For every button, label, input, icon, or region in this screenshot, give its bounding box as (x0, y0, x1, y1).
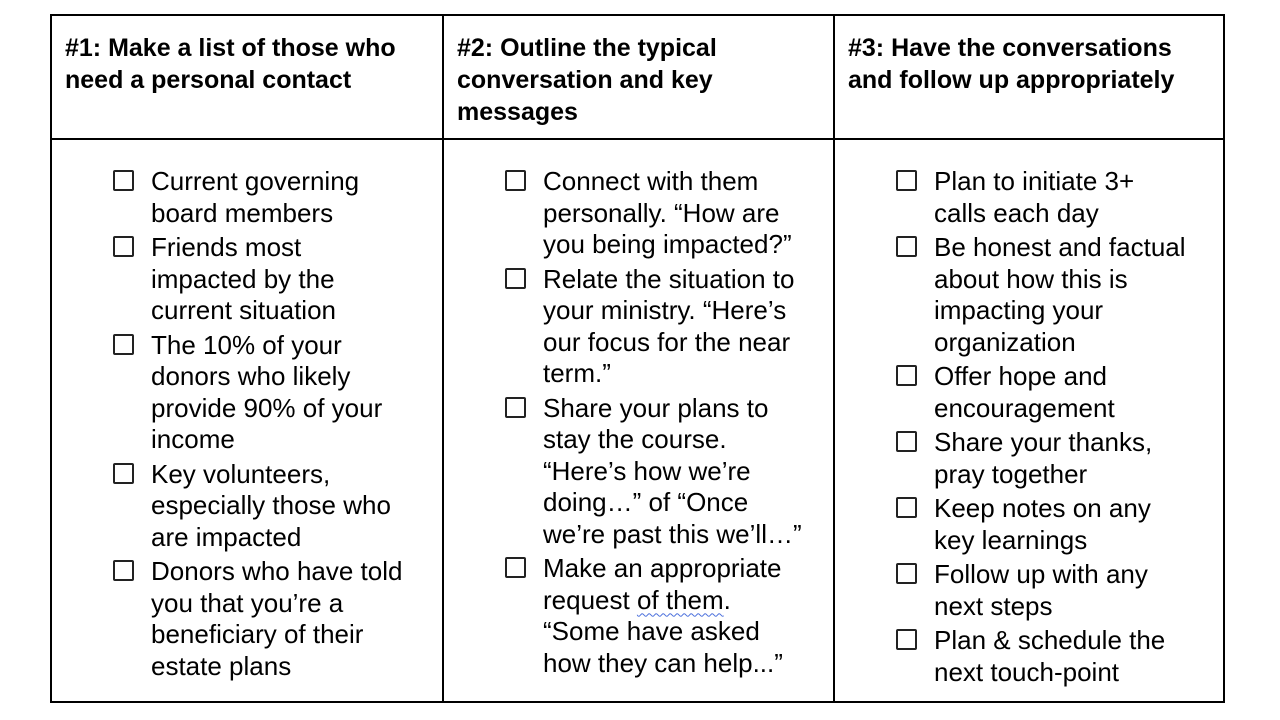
list-item (896, 232, 1223, 358)
list-item (505, 166, 833, 261)
checklist (835, 166, 1223, 688)
list-item (113, 232, 442, 327)
list-item-text: Follow up with any next steps (934, 559, 1148, 621)
checkbox-icon[interactable] (505, 170, 526, 191)
checkbox-icon[interactable] (896, 431, 917, 452)
list-item (505, 393, 833, 551)
checkbox-icon[interactable] (113, 334, 134, 355)
list-item (505, 553, 833, 679)
list-item-text: Connect with them personally. “How are you being impacted?” (543, 166, 792, 259)
list-item (896, 427, 1223, 490)
column-body-1 (52, 140, 444, 701)
list-item (505, 264, 833, 390)
checkbox-icon[interactable] (505, 557, 526, 578)
list-item (896, 493, 1223, 556)
list-item-text: Friends most impacted by the current situation (151, 232, 336, 325)
list-item-text: Relate the situation to your ministry. “Here’s our focus for the near term.” (543, 263, 795, 388)
checklist (52, 166, 442, 682)
column-body-3 (835, 140, 1223, 701)
checkbox-icon[interactable] (896, 563, 917, 584)
list-item-text: The 10% of your donors who likely provide 90% of your income (151, 329, 383, 454)
checkbox-icon[interactable] (896, 629, 917, 650)
checkbox-icon[interactable] (896, 236, 917, 257)
checkbox-icon[interactable] (113, 463, 134, 484)
checkbox-icon[interactable] (505, 268, 526, 289)
checkbox-icon[interactable] (896, 365, 917, 386)
list-item-text-start: Make an appropriate request (543, 553, 782, 615)
list-item (896, 166, 1223, 229)
checkbox-icon[interactable] (896, 170, 917, 191)
list-item (113, 459, 442, 554)
checklist (444, 166, 833, 679)
list-item-text: Donors who have told you that you’re a beneficiary of their estate plans (151, 556, 403, 681)
list-item (113, 166, 442, 229)
list-item-text: Offer hope and encouragement (934, 361, 1115, 423)
column-header-2: #2: Outline the typical conversation and key messages (444, 16, 835, 140)
list-item-text: Plan & schedule the next touch-point (934, 625, 1166, 687)
checklist-table (50, 14, 1225, 703)
checkbox-icon[interactable] (113, 170, 134, 191)
checkbox-icon[interactable] (505, 397, 526, 418)
column-body-2 (444, 140, 835, 701)
checkbox-icon[interactable] (896, 497, 917, 518)
list-item-text: Current governing board members (151, 166, 360, 228)
spellcheck-flagged-text[interactable]: of them (636, 584, 724, 615)
column-header-1: #1: Make a list of those who need a personal contact (52, 16, 444, 140)
list-item-text: Share your plans to stay the course. “Here’s how we’re doing…” of “Once we’re past this we’ll…” (543, 392, 802, 549)
list-item-text: Be honest and factual about how this is impacting your organization (934, 232, 1186, 357)
column-header-3: #3: Have the conversations and follow up appropriately (835, 16, 1223, 140)
checkbox-icon[interactable] (113, 560, 134, 581)
checkbox-icon[interactable] (113, 236, 134, 257)
list-item-text-end: . “Some have asked how they can help...” (543, 584, 783, 678)
list-item (896, 361, 1223, 424)
list-item-text (543, 553, 783, 679)
list-item (113, 556, 442, 682)
list-item-text: Key volunteers, especially those who are impacted (151, 458, 391, 552)
list-item (113, 330, 442, 456)
list-item (896, 559, 1223, 622)
list-item-text: Plan to initiate 3+ calls each day (934, 166, 1135, 228)
list-item-text: Share your thanks, pray together (934, 427, 1153, 489)
list-item (896, 625, 1223, 688)
list-item-text: Keep notes on any key learnings (934, 493, 1151, 555)
